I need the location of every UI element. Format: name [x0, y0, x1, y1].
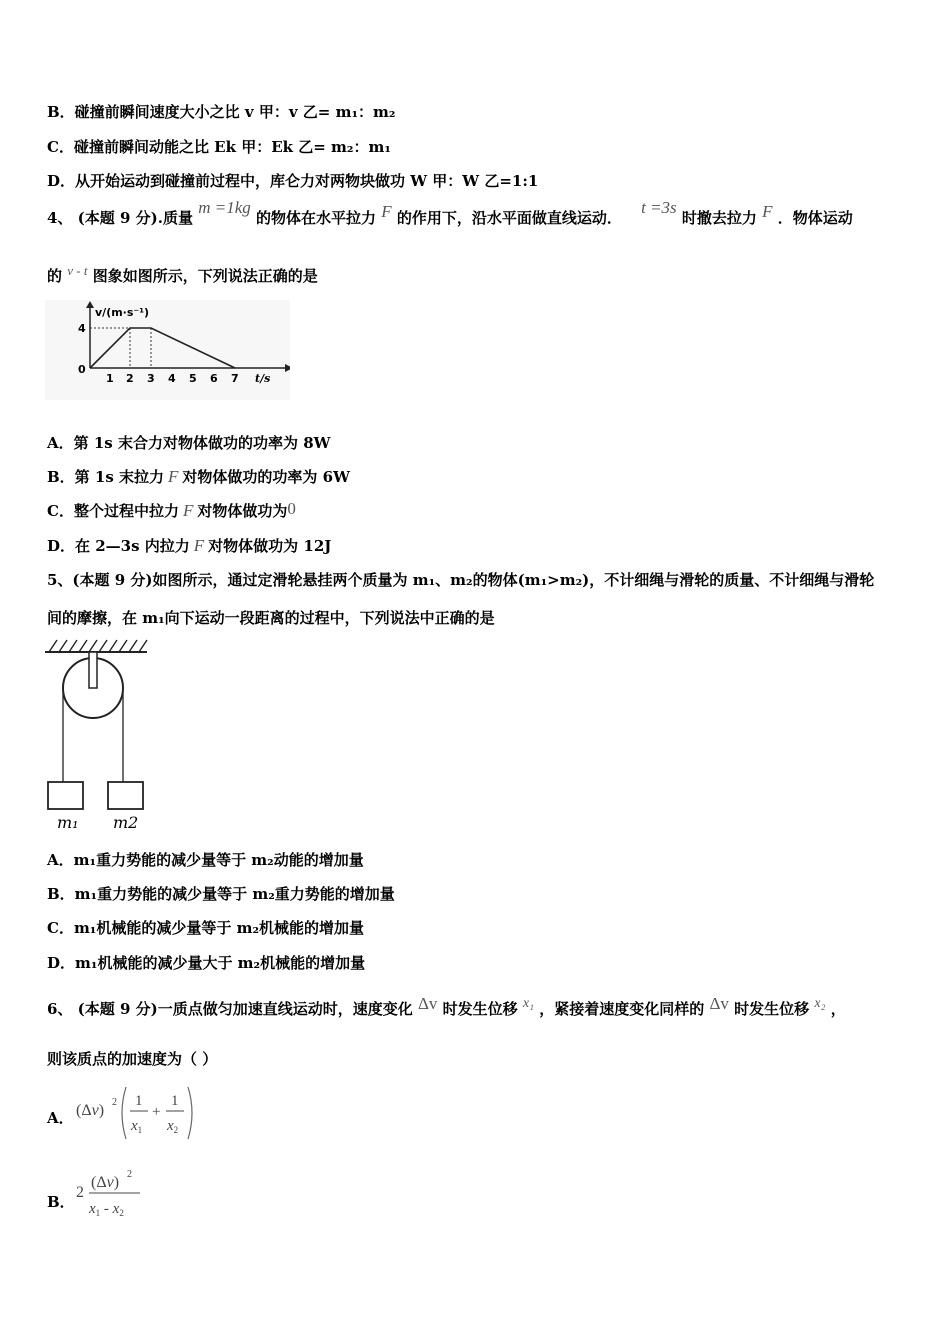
q5-option-d: D．m₁机械能的减少量大于 m₂机械能的增加量 — [47, 954, 366, 972]
q3-option-d: D．从开始运动到碰撞前过程中，库仑力对两物块做功 W 甲：W 乙=1:1 — [47, 172, 539, 190]
formula-a-num2: 1 — [171, 1093, 179, 1109]
q4-force-f: F — [381, 202, 392, 221]
q4-stem-b: 的物体在水平拉力 — [255, 209, 376, 227]
q6-x2: x₂ — [814, 996, 826, 1011]
q4-stem-line1 — [47, 198, 853, 228]
q6-option-a-formula — [74, 1083, 204, 1143]
graph-x-tick: 2 — [126, 372, 134, 385]
q4-vt: v - t — [67, 263, 88, 278]
graph-x-tick: 6 — [210, 372, 218, 385]
q4-option-b-2: 对物体做功的功率为 6W — [182, 468, 350, 486]
q6-option-b-formula — [74, 1165, 154, 1225]
q4-option-c — [47, 501, 296, 521]
q4-option-b-1: B．第 1s 末拉力 — [47, 468, 165, 486]
formula-b-sq: 2 — [127, 1169, 132, 1180]
formula-a-rparen — [188, 1087, 192, 1139]
q3-option-b: B．碰撞前瞬间速度大小之比 v 甲：v 乙= m₁：m₂ — [47, 103, 396, 121]
ceiling-hatch — [49, 640, 147, 652]
q4-option-c-f: F — [182, 501, 194, 520]
q6-stem-a: 6、 (本题 9 分)一质点做匀加速直线运动时，速度变化 — [47, 1000, 413, 1018]
q3-option-c: C．碰撞前瞬间动能之比 Ek 甲：Ek 乙= m₂：m₁ — [47, 138, 391, 156]
q4-option-b — [47, 467, 350, 487]
q4-force-f2: F — [762, 202, 773, 221]
formula-a-sq: 2 — [112, 1097, 117, 1108]
q6-stem-line2: 则该质点的加速度为（ ） — [47, 1050, 218, 1068]
q4-stem2-a: 的 — [47, 267, 63, 285]
label-m1: m₁ — [57, 813, 79, 832]
q6-stem-line1 — [47, 994, 846, 1021]
q6-dv-2: Δv — [709, 994, 729, 1013]
q4-stem-e: ．物体运动 — [777, 209, 853, 227]
q4-time: t =3s — [641, 198, 677, 217]
graph-x-tick: 3 — [147, 372, 155, 385]
pulley-hanger — [89, 652, 97, 688]
q6-x1: x₁ — [522, 996, 534, 1011]
q6-stem-b: 时发生位移 — [442, 1000, 518, 1018]
q4-option-c-1: C．整个过程中拉力 — [47, 502, 179, 520]
block-m1 — [48, 782, 83, 809]
formula-a-den1: $x_1$ — [131, 1118, 143, 1135]
q4-mass: m =1kg — [198, 198, 251, 217]
q5-option-a: A．m₁重力势能的减少量等于 m₂动能的增加量 — [47, 851, 364, 869]
q4-option-d-2: 对物体做功为 12J — [208, 537, 332, 555]
formula-b-den: $x_1 - x_2$ — [89, 1201, 124, 1218]
q4-stem-c: 的作用下，沿水平面做直线运动． — [396, 209, 622, 227]
graph-x-tick: 5 — [189, 372, 197, 385]
formula-a-den2: $x_2$ — [167, 1118, 179, 1135]
q6-dv-1: Δv — [417, 994, 438, 1013]
graph-x-tick: 4 — [168, 372, 176, 385]
q4-vt-graph — [45, 300, 290, 400]
formula-a-num1: 1 — [135, 1093, 143, 1109]
q4-stem-d: 时撤去拉力 — [681, 209, 757, 227]
q4-option-a: A．第 1s 末合力对物体做功的功率为 8W — [47, 434, 331, 452]
graph-background — [45, 300, 290, 400]
q5-stem-line1: 5、(本题 9 分)如图所示，通过定滑轮悬挂两个质量为 m₁、m₂的物体(m₁>m₂)，不计细绳与滑轮的质量、不计细绳与滑轮 — [47, 571, 875, 589]
q6-stem-c: ，紧接着速度变化同样的 — [539, 1000, 705, 1018]
formula-a-plus: + — [152, 1104, 161, 1120]
q5-stem-line2: 间的摩擦，在 m₁向下运动一段距离的过程中，下列说法中正确的是 — [47, 609, 495, 627]
q4-stem-a: 4、 (本题 9 分).质量 — [47, 209, 193, 227]
graph-origin: 0 — [78, 363, 86, 376]
q5-option-b: B．m₁重力势能的减少量等于 m₂重力势能的增加量 — [47, 885, 395, 903]
block-m2 — [108, 782, 143, 809]
q6-stem-e: ， — [830, 1000, 846, 1018]
label-m2: m2 — [113, 813, 139, 832]
graph-x-tick: 7 — [231, 372, 239, 385]
q6-stem-d: 时发生位移 — [734, 1000, 810, 1018]
graph-ylabel: v/(m·s⁻¹) — [95, 306, 150, 319]
formula-a-dv: (Δv) — [76, 1102, 105, 1119]
q4-option-d-f: F — [193, 536, 205, 555]
q4-option-d — [47, 536, 331, 556]
q4-stem2-b: 图象如图所示，下列说法正确的是 — [92, 267, 318, 285]
graph-xlabel: t/s — [255, 372, 271, 385]
q4-option-c-zero: 0 — [287, 499, 296, 518]
q4-option-b-f: F — [168, 467, 179, 486]
q6-option-a-label: A． — [47, 1109, 74, 1127]
formula-b-coef: 2 — [76, 1184, 84, 1201]
q6-option-b-label: B． — [47, 1193, 75, 1211]
q5-option-c: C．m₁机械能的减少量等于 m₂机械能的增加量 — [47, 919, 365, 937]
graph-y-tick-4: 4 — [78, 322, 86, 335]
q4-stem-line2 — [47, 263, 318, 287]
q4-option-c-2: 对物体做功为 — [197, 502, 288, 520]
graph-x-tick: 1 — [106, 372, 114, 385]
formula-a-lparen — [122, 1087, 126, 1139]
formula-b-num: (Δv) — [91, 1174, 120, 1191]
q5-pulley-diagram — [45, 638, 155, 833]
q4-option-d-1: D．在 2—3s 内拉力 — [47, 537, 190, 555]
